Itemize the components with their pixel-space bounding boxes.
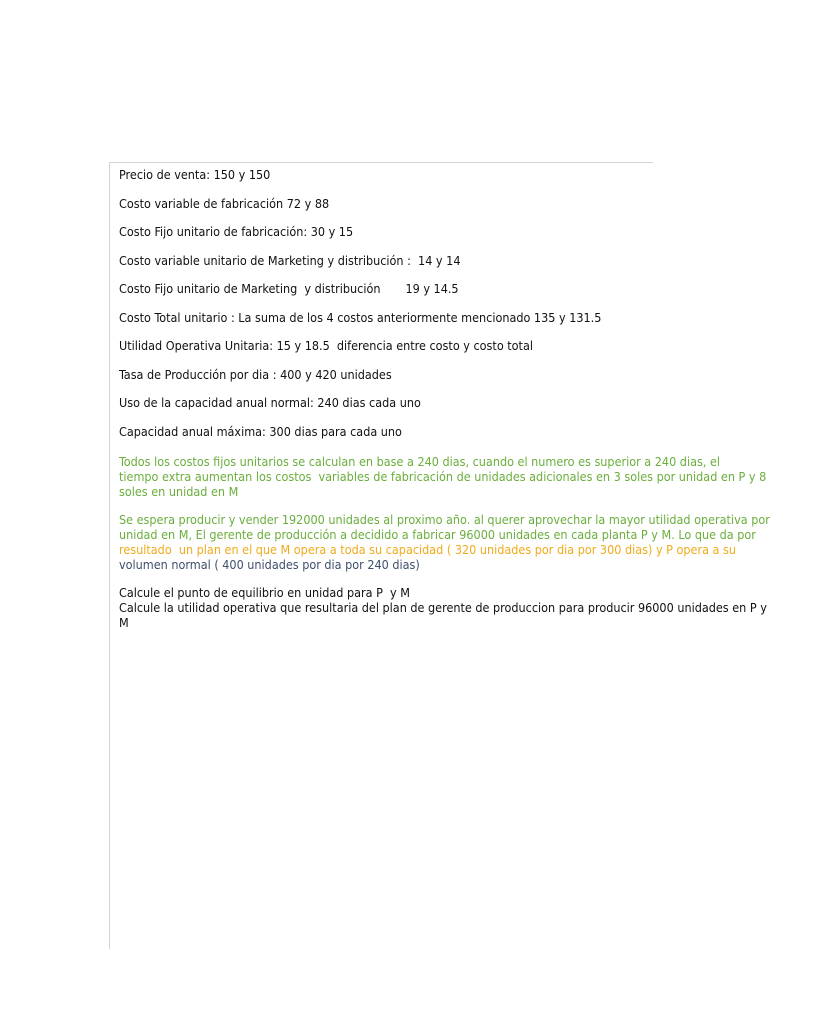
total-unit-cost-line: Costo Total unitario : La suma de los 4 costos anteriormente mencionado 135 y 131.5 xyxy=(119,309,602,325)
fixed-costs-paragraph xyxy=(119,454,819,499)
production-plan-paragraph xyxy=(119,512,819,572)
daily-production-rate-line: Tasa de Producción por dia : 400 y 420 unidades xyxy=(119,366,392,382)
unit-operating-profit-line: Utilidad Operativa Unitaria: 15 y 18.5 diferencia entre costo y costo total xyxy=(119,338,533,353)
document-content xyxy=(119,167,819,630)
question-operating-profit: Calcule la utilidad operativa que resultaria del plan de gerente de produccion para producir 96000 unidades en P y xyxy=(119,599,767,615)
production-plan-line-3: resultado un plan en el que M opera a toda su capacidad ( 320 unidades por dia por 300 dias) y P opera a su xyxy=(119,541,736,557)
fixed-costs-line-1: Todos los costos fijos unitarios se calculan en base a 240 dias, cuando el numero es superior a 240 dias, el xyxy=(119,453,721,469)
question-break-even: Calcule el punto de equilibrio en unidad para P y M xyxy=(119,584,410,600)
fixed-manufacturing-cost-line: Costo Fijo unitario de fabricación: 30 y 15 xyxy=(119,224,354,239)
fixed-costs-line-2: tiempo extra aumentan los costos variables de fabricación de unidades adicionales en 3 soles por unidad en P y 8 xyxy=(119,468,767,484)
variable-marketing-cost-line: Costo variable unitario de Marketing y distribución : 14 y 14 xyxy=(119,252,461,268)
question-operating-profit-continued: M xyxy=(119,614,129,630)
fixed-costs-line-3: soles en unidad en M xyxy=(119,483,239,499)
questions-block xyxy=(119,585,819,630)
production-plan-line-4: volumen normal ( 400 unidades por dia por 240 dias) xyxy=(119,556,420,572)
variable-manufacturing-cost-line: Costo variable de fabricación 72 y 88 xyxy=(119,195,330,211)
normal-capacity-line: Uso de la capacidad anual normal: 240 dias cada uno xyxy=(119,395,421,410)
production-plan-line-2: unidad en M, El gerente de producción a decidido a fabricar 96000 unidades en cada planta P y M. Lo que da por xyxy=(119,526,756,542)
selling-price-line: Precio de venta: 150 y 150 xyxy=(119,167,271,182)
maximum-capacity-line: Capacidad anual máxima: 300 dias para cada uno xyxy=(119,423,402,439)
production-plan-line-1: Se espera producir y vender 192000 unidades al proximo año. al querer aprovechar la mayor utilidad operativa por xyxy=(119,511,770,527)
document-cell xyxy=(109,162,770,949)
fixed-marketing-cost-line: Costo Fijo unitario de Marketing y distribución 19 y 14.5 xyxy=(119,281,459,296)
